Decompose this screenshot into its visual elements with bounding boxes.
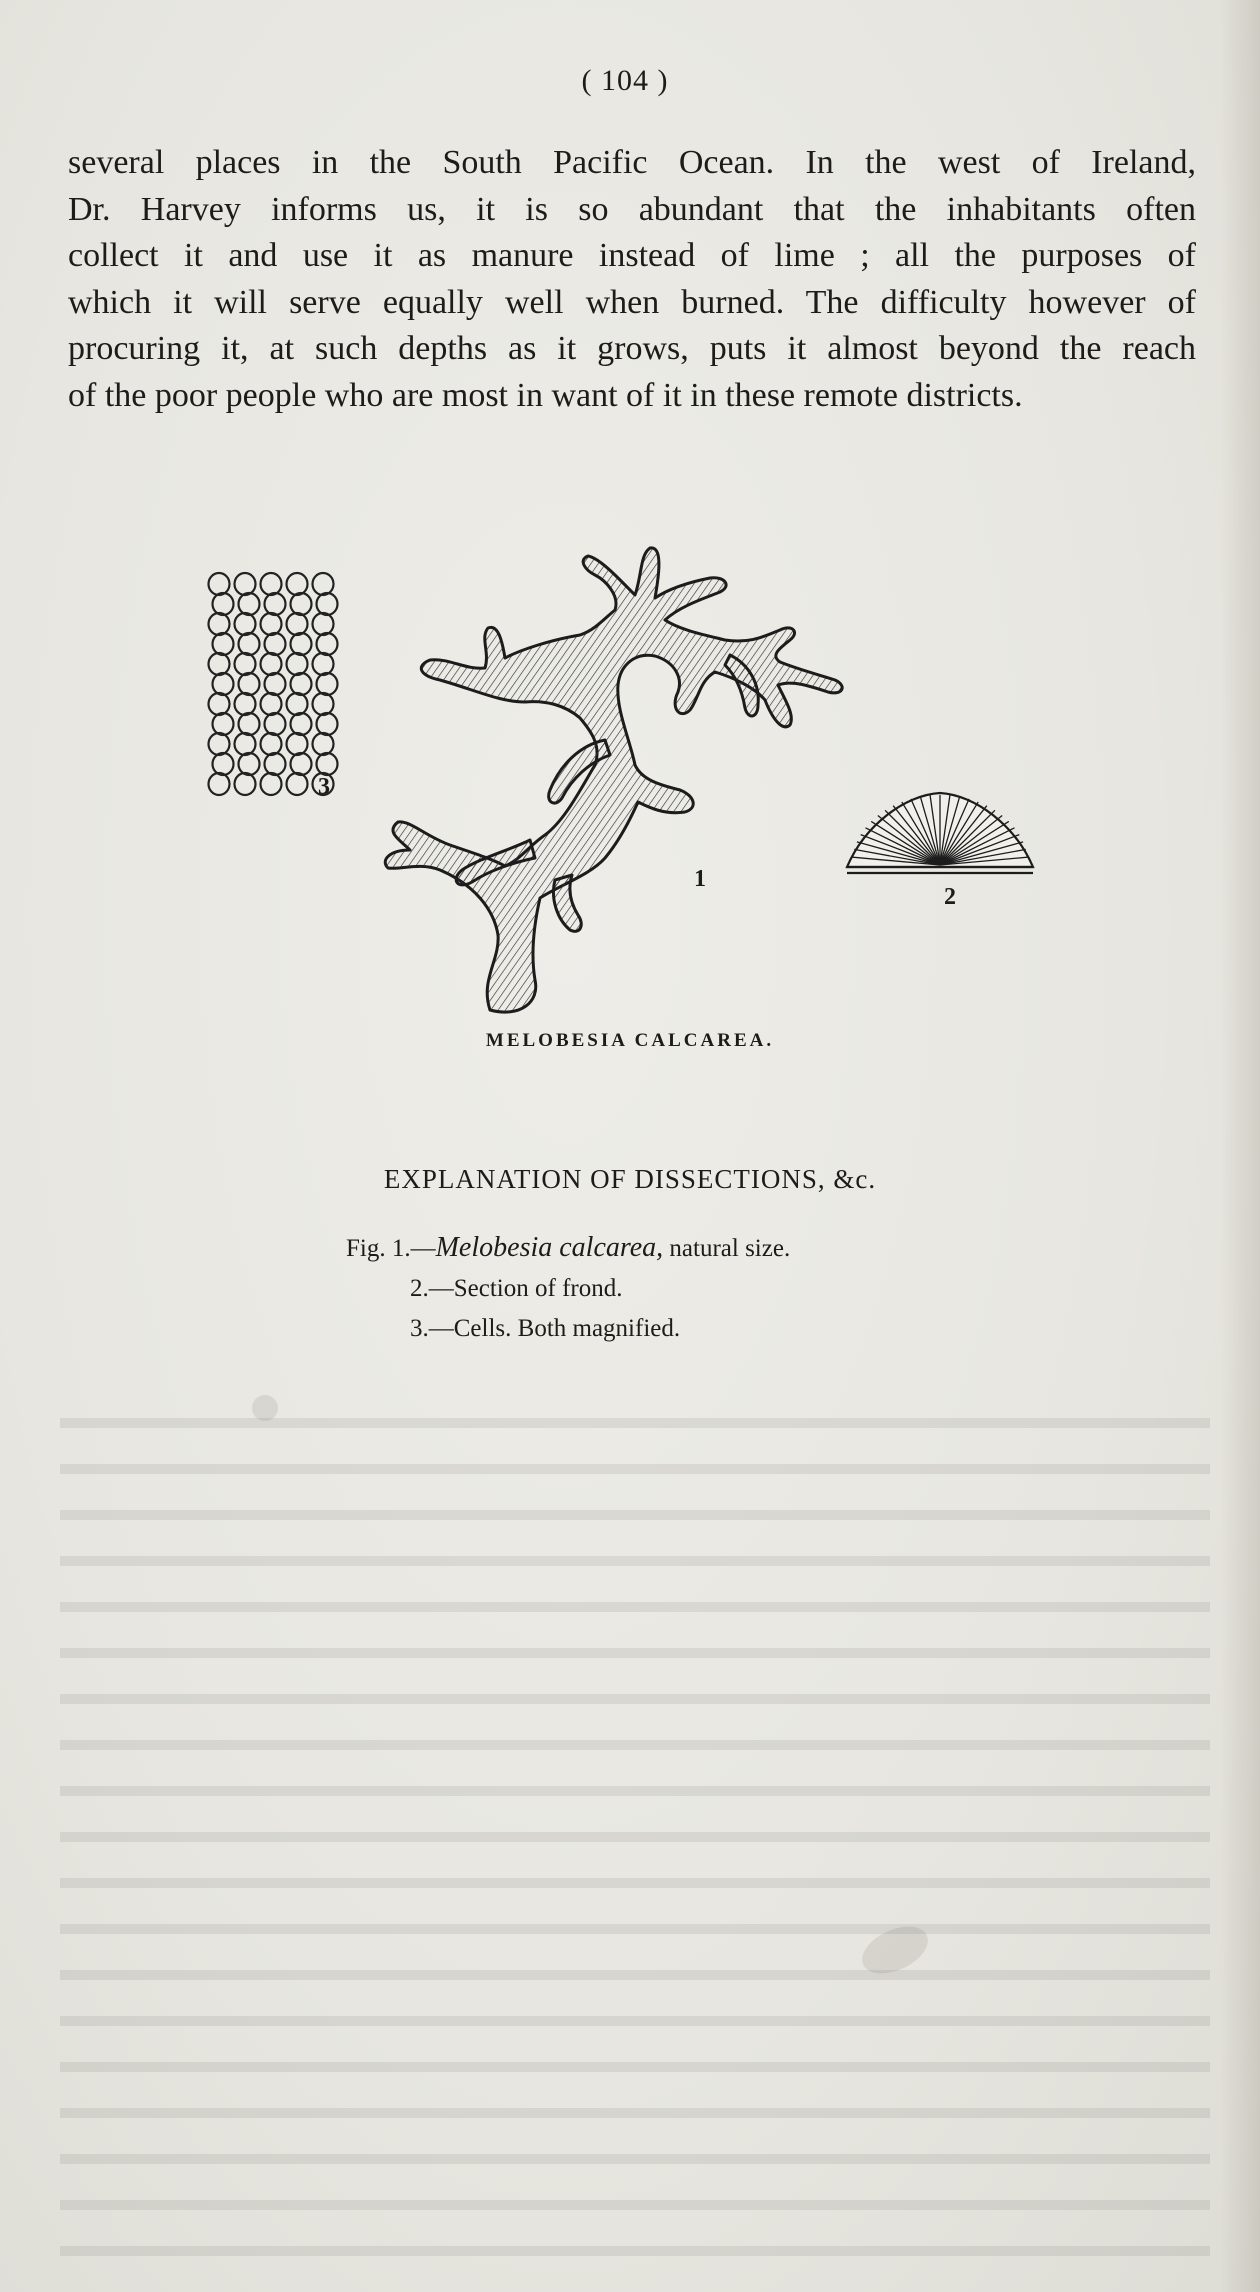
cell-shape (287, 693, 308, 715)
cell-shape (235, 573, 256, 595)
cell-shape (209, 733, 230, 755)
cell-shape (265, 673, 286, 695)
cell-shape (291, 673, 312, 695)
cell-shape (213, 673, 234, 695)
show-through-text (60, 1400, 1210, 2260)
cell-shape (235, 653, 256, 675)
page-edge-shadow (1220, 0, 1260, 2292)
cell-shape (265, 633, 286, 655)
cell-shape (291, 713, 312, 735)
figure-explanation-item (346, 1228, 790, 1269)
figure-label-3: 3 (318, 774, 330, 800)
cell-shape (265, 713, 286, 735)
cell-shape (261, 653, 282, 675)
text-line: of the poor people who are most in want of it in these remote districts. (68, 376, 1023, 414)
figure-explanation-list (346, 1228, 790, 1349)
cell-shape (239, 673, 260, 695)
cells-illustration (205, 570, 365, 810)
cell-shape (213, 713, 234, 735)
cell-shape (209, 573, 230, 595)
page-number: ( 104 ) (581, 64, 669, 97)
cell-shape (209, 653, 230, 675)
text-line: procuring it, at such depths as it grows, puts it almost beyond the reach (68, 330, 1196, 367)
frond-illustration (380, 540, 880, 1030)
body-paragraph (68, 140, 1196, 419)
cell-shape (265, 593, 286, 615)
figure-label-1: 1 (694, 866, 706, 892)
cell-shape (313, 693, 334, 715)
cell-shape (261, 613, 282, 635)
figure-explanation-item: 3.—Cells. Both magnified. (410, 1315, 681, 1342)
cell-shape (317, 713, 338, 735)
cell-shape (291, 633, 312, 655)
text-line: several places in the South Pacific Ocean. In the west of Ireland, (68, 144, 1196, 181)
cell-shape (317, 673, 338, 695)
cell-shape (287, 613, 308, 635)
cell-shape (261, 733, 282, 755)
figure-caption: MELOBESIA CALCAREA. (485, 1030, 775, 1051)
paper-smudge (252, 1395, 278, 1421)
cell-shape (235, 613, 256, 635)
cell-shape (313, 613, 334, 635)
cell-shape (291, 593, 312, 615)
cell-shape (291, 753, 312, 775)
cell-shape (213, 633, 234, 655)
section-illustration (845, 785, 1035, 885)
cell-shape (209, 773, 230, 795)
cell-shape (261, 773, 282, 795)
figure-label-2: 2 (944, 884, 956, 910)
fig1-suffix: natural size. (663, 1235, 791, 1262)
fig1-prefix: Fig. 1.— (346, 1235, 436, 1262)
illustration-plate (0, 520, 1260, 1020)
cell-shape (287, 653, 308, 675)
cell-shape (239, 633, 260, 655)
cell-shape (261, 573, 282, 595)
cell-shape (209, 693, 230, 715)
cell-shape (213, 593, 234, 615)
cell-shape (239, 713, 260, 735)
cell-shape (313, 573, 334, 595)
fig1-species-name: Melobesia calcarea, (435, 1232, 664, 1263)
cell-shape (261, 693, 282, 715)
text-line: which it will serve equally well when burned. The difficulty however of (68, 283, 1196, 321)
cell-shape (265, 753, 286, 775)
text-line: Dr. Harvey informs us, it is so abundant that the inhabitants often (68, 190, 1196, 228)
figure-explanation-item: 2.—Section of frond. (410, 1275, 623, 1302)
cell-shape (287, 573, 308, 595)
cell-shape (317, 753, 338, 775)
cell-shape (209, 613, 230, 635)
cell-shape (313, 733, 334, 755)
cell-shape (239, 593, 260, 615)
cell-shape (287, 733, 308, 755)
cell-shape (317, 593, 338, 615)
cell-shape (239, 753, 260, 775)
cell-shape (235, 773, 256, 795)
cell-shape (235, 733, 256, 755)
cell-shape (313, 653, 334, 675)
cell-shape (213, 753, 234, 775)
text-line: collect it and use it as manure instead of lime ; all the purposes of (68, 237, 1196, 274)
cell-shape (235, 693, 256, 715)
explanation-heading: EXPLANATION OF DISSECTIONS, &c. (383, 1164, 877, 1194)
cell-shape (287, 773, 308, 795)
cell-shape (317, 633, 338, 655)
